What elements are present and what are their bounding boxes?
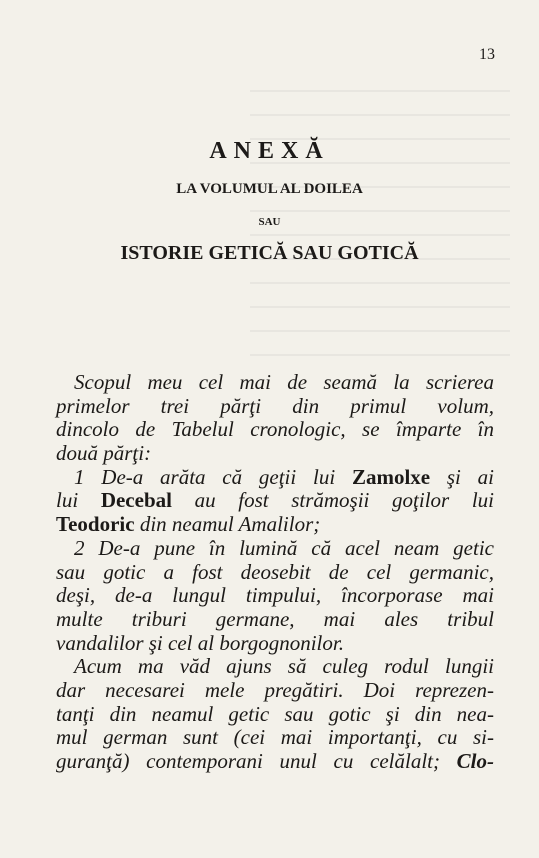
text-span: au fost strămoşii goţilor lui [171, 488, 495, 513]
text-line: Acum ma văd ajuns să culeg rodul lungii [74, 654, 494, 679]
text-line: deşi, de-a lungul timpului, încorporase mai [56, 583, 494, 608]
text-line [56, 489, 494, 513]
text-span: din neamul Amalilor; [134, 512, 321, 537]
text-line: dincolo de Tabelul cronologic, se împarte în [56, 417, 494, 442]
text-line [56, 750, 494, 774]
text-line: vandalilor şi cel al borgognonilor. [56, 630, 344, 655]
volume-subtitle: LA VOLUMUL AL DOILEA [176, 181, 363, 197]
name-teodoric: Teodoric [56, 512, 135, 537]
text-span: Scopul meu cel mai de seamă la scrierea [74, 370, 494, 394]
annex-title: ANEXĂ [209, 138, 330, 164]
text-span: lui [56, 488, 101, 513]
name-zamolxe: Zamolxe [351, 464, 431, 489]
name-decebal: Decebal [100, 488, 172, 513]
text-line: dar necesarei mele pregătiri. Doi reprezen- [56, 677, 494, 702]
text-line: două părţi: [56, 441, 152, 466]
text-line: primelor trei părţi din primul volum, [56, 393, 494, 418]
connector-word: SAU [258, 216, 281, 228]
text-line [56, 371, 494, 395]
body-text [56, 371, 494, 774]
page-number: 13 [479, 46, 495, 63]
text-line [56, 513, 494, 537]
text-span-bold: Clo- [456, 749, 494, 773]
text-line: mul german sunt (cei mai importanţi, cu si- [56, 725, 494, 750]
text-span: guranţă) contemporani unul cu celălalt; [56, 749, 457, 773]
text-line: sau gotic a fost deosebit de cel germanic, [56, 559, 494, 584]
text-span: 1 De-a arăta că geţii lui [74, 464, 352, 489]
text-line [56, 466, 494, 490]
main-title: ISTORIE GETICĂ SAU GOTICĂ [120, 242, 419, 264]
text-line: 2 De-a pune în lumină că acel neam getic [74, 535, 494, 560]
text-span: şi ai [430, 464, 494, 489]
text-line: tanţi din neamul getic sau gotic şi din nea- [56, 701, 494, 726]
text-line: multe triburi germane, mai ales tribul [56, 606, 494, 631]
